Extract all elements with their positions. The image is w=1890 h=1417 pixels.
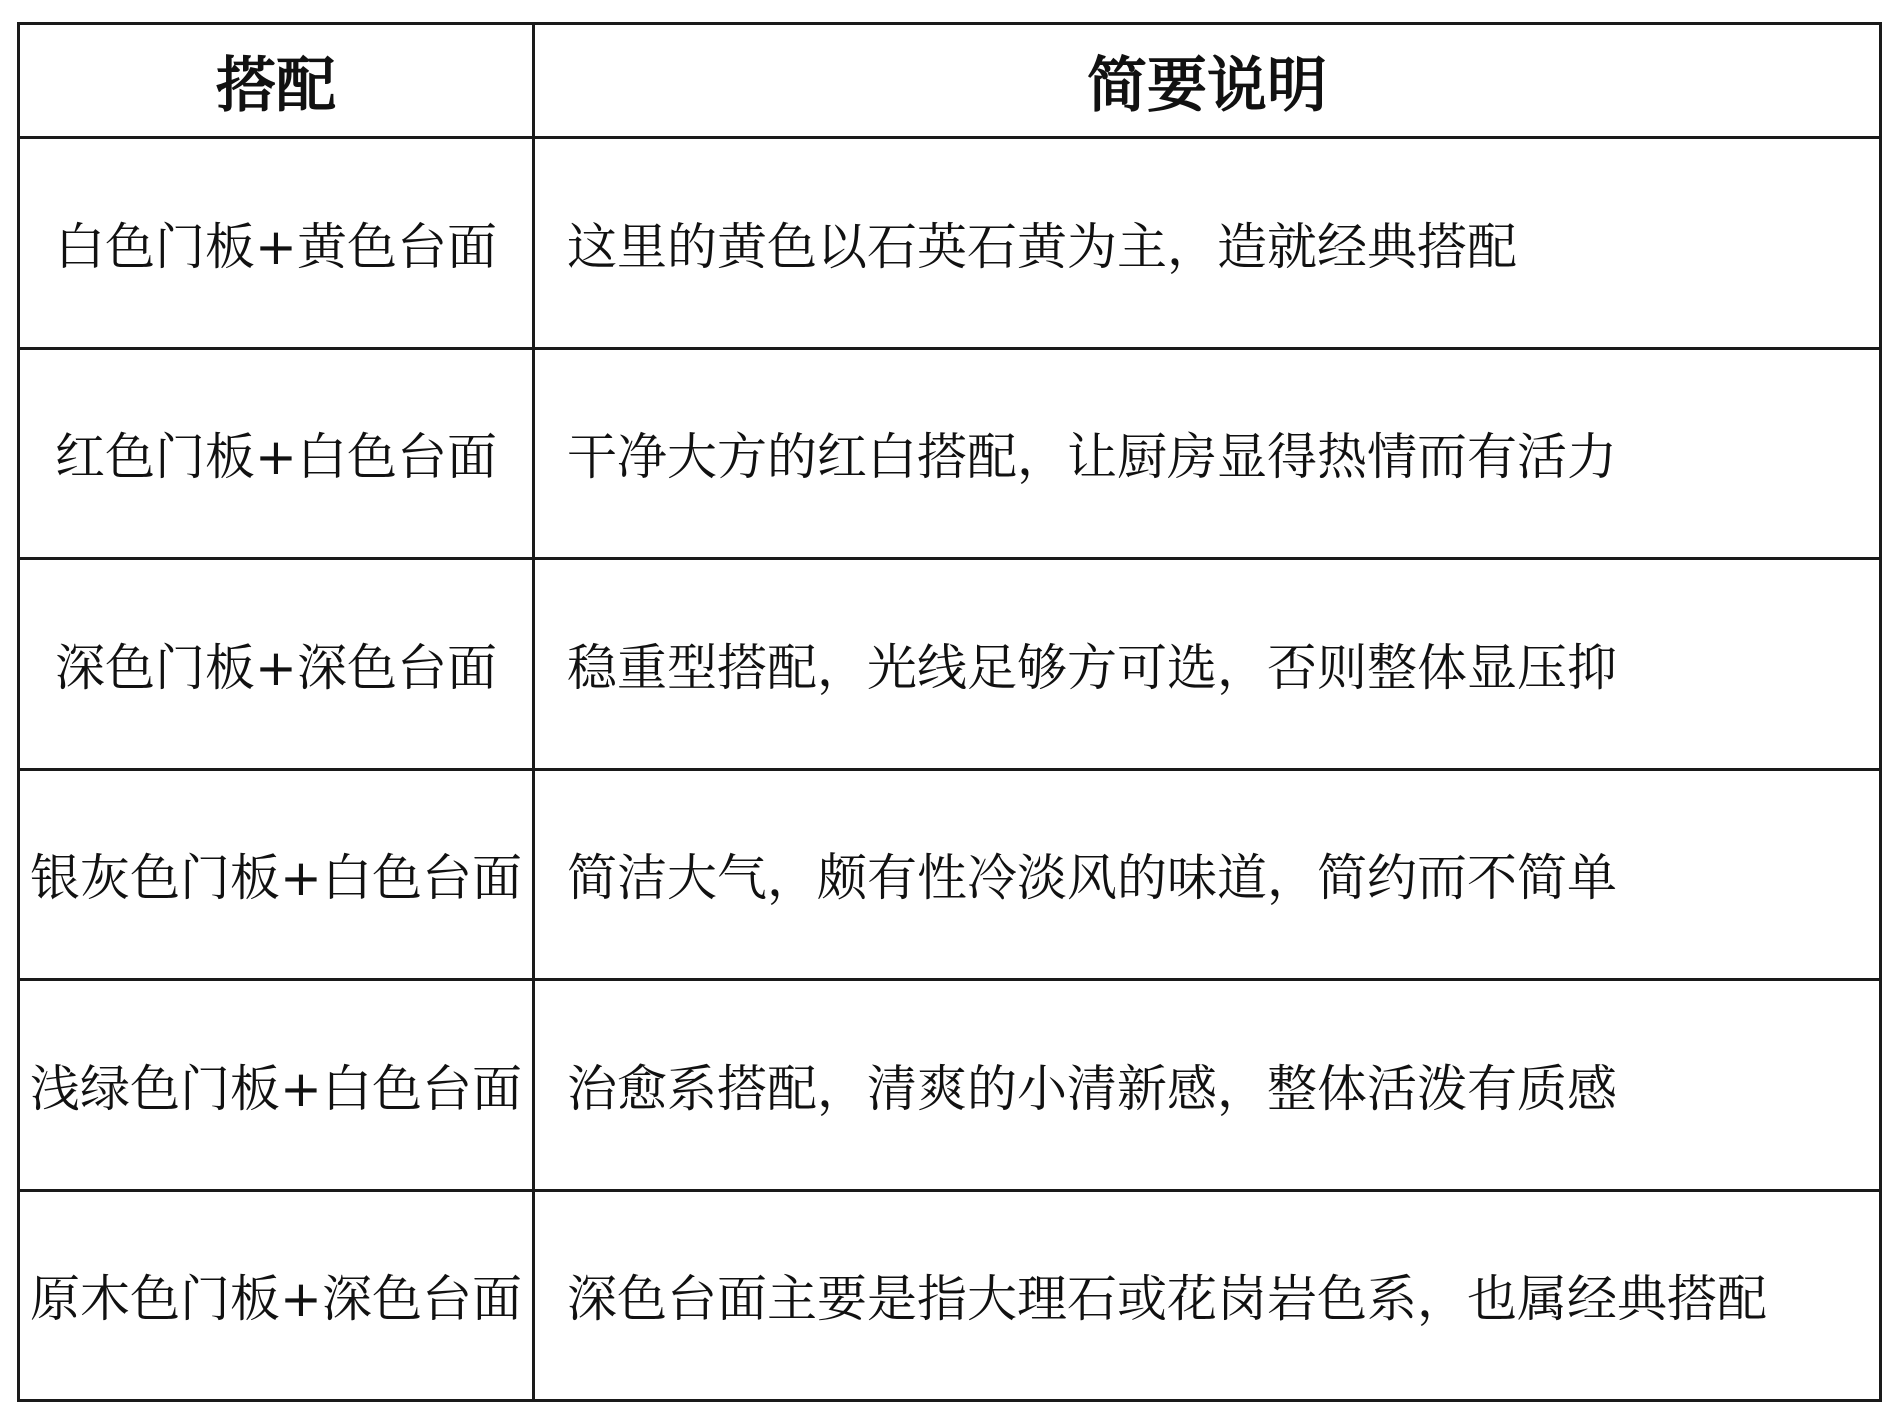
table-row	[19, 348, 1881, 559]
description-cell: 稳重型搭配，光线足够方可选，否则整体显压抑	[534, 559, 1881, 770]
combination-cell: 原木色门板+深色台面	[19, 1190, 534, 1401]
table-row	[19, 138, 1881, 349]
description-cell: 治愈系搭配，清爽的小清新感，整体活泼有质感	[534, 980, 1881, 1191]
combination-cell: 深色门板+深色台面	[19, 559, 534, 770]
combination-cell: 红色门板+白色台面	[19, 348, 534, 559]
combination-cell: 浅绿色门板+白色台面	[19, 980, 534, 1191]
table-row	[19, 1190, 1881, 1401]
combination-table	[17, 22, 1882, 1402]
description-cell: 深色台面主要是指大理石或花岗岩色系，也属经典搭配	[534, 1190, 1881, 1401]
combination-table-container	[17, 22, 1879, 1402]
description-cell: 这里的黄色以石英石黄为主，造就经典搭配	[534, 138, 1881, 349]
table-row	[19, 980, 1881, 1191]
table-row	[19, 559, 1881, 770]
description-cell: 干净大方的红白搭配，让厨房显得热情而有活力	[534, 348, 1881, 559]
table-row	[19, 769, 1881, 980]
header-combination: 搭配	[19, 24, 534, 138]
header-description: 简要说明	[534, 24, 1881, 138]
table-header-row	[19, 24, 1881, 138]
combination-cell: 银灰色门板+白色台面	[19, 769, 534, 980]
combination-cell: 白色门板+黄色台面	[19, 138, 534, 349]
description-cell: 简洁大气，颇有性冷淡风的味道，简约而不简单	[534, 769, 1881, 980]
